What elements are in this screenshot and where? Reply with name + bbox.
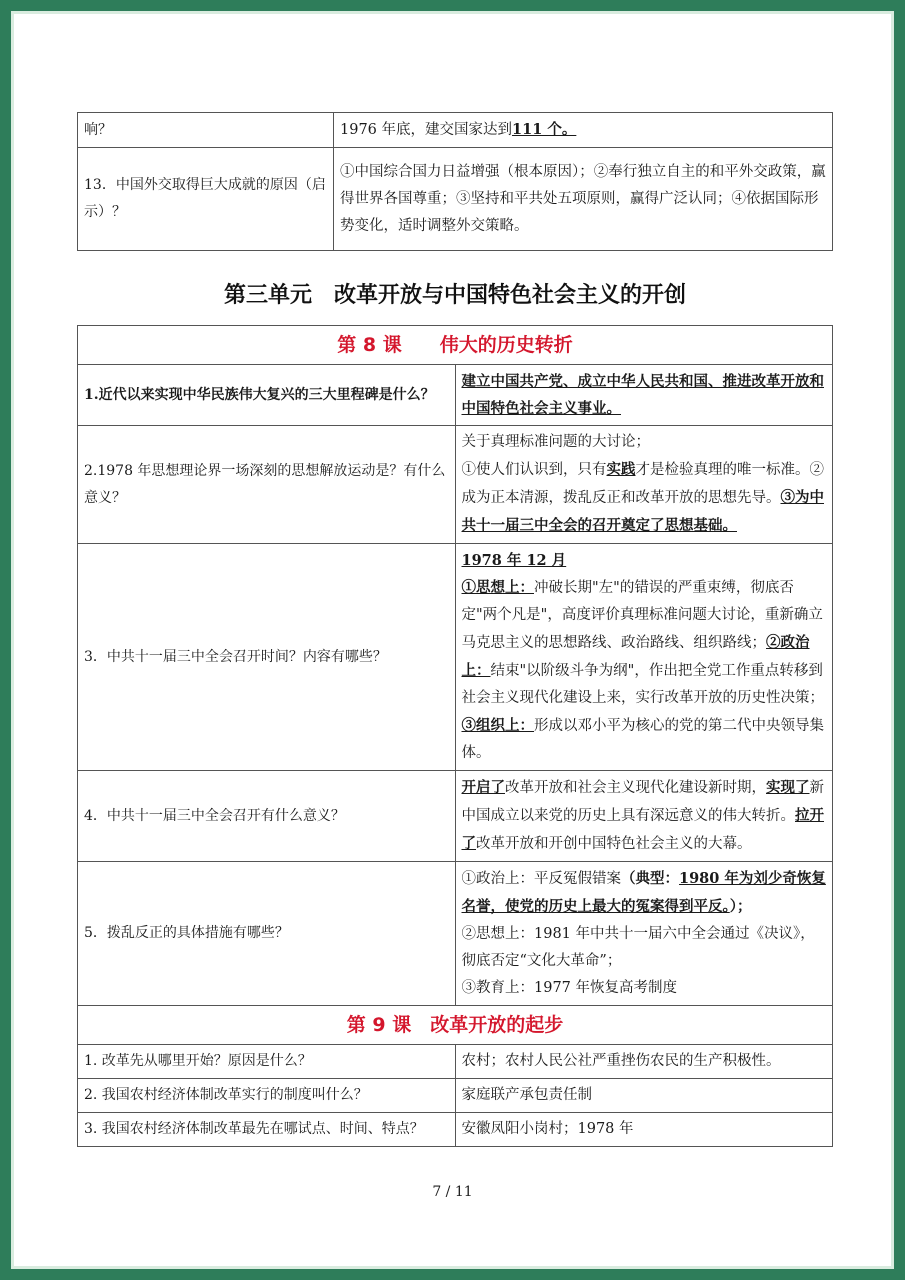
- table-row: [78, 113, 833, 148]
- answer-line: [462, 456, 827, 540]
- table-row: [78, 148, 833, 251]
- answer-cell: [455, 544, 833, 771]
- table-row: [78, 862, 833, 1006]
- question-cell: 4．中共十一届三中全会召开有什么意义？: [78, 771, 456, 862]
- question-cell: 3．中共十一届三中全会召开时间？内容有哪些？: [78, 544, 456, 771]
- answer-cell: 建立中国共产党、成立中华人民共和国、推进改革开放和中国特色社会主义事业。: [455, 365, 833, 426]
- answer-key-text: 实践: [606, 461, 636, 478]
- answer-text: ①使人们认识到，只有: [461, 462, 607, 478]
- question-cell: 2.1978 年思想理论界一场深刻的思想解放运动是？有什么意义？: [78, 426, 456, 544]
- question-cell: 2. 我国农村经济体制改革实行的制度叫什么？: [78, 1079, 456, 1113]
- answer-key-text: 拉开了: [461, 807, 824, 852]
- answer-line: [462, 574, 827, 712]
- answer-cell: 家庭联产承包责任制: [455, 1079, 833, 1113]
- lesson-header-row: [78, 326, 833, 365]
- question-cell: 响？: [78, 113, 334, 148]
- answer-key-text: ③为中共十一届三中全会的召开奠定了思想基础。: [461, 489, 824, 534]
- answer-cell: [334, 113, 833, 148]
- answer-text: 形成以邓小平为核心的党的第二代中央领导集体。: [461, 718, 824, 761]
- frame-inner: [11, 11, 894, 1269]
- answer-text: 1976 年底，建交国家达到: [340, 122, 513, 138]
- answer-text: 冲破长期"左"的错误的严重束缚，彻底否定"两个凡是"，高度评价真理标准问题大讨论，重新确立马克思主义的思想路线、政治路线、组织路线；: [461, 580, 823, 651]
- table-row: [78, 1079, 833, 1113]
- table-row: [78, 544, 833, 771]
- content: [77, 112, 833, 1147]
- answer-key-text: 111 个。: [512, 121, 577, 138]
- table-row: [78, 1113, 833, 1147]
- answer-cell: [455, 426, 833, 544]
- page-number: 7 / 11: [432, 1184, 473, 1200]
- question-cell: 1. 改革先从哪里开始？原因是什么？: [78, 1045, 456, 1079]
- answer-key-text: 开启了: [461, 779, 505, 796]
- answer-text: 改革开放和开创中国特色社会主义的大幕。: [476, 836, 752, 852]
- table-row: [78, 426, 833, 544]
- unit-title: 第三单元 改革开放与中国特色社会主义的开创: [223, 283, 686, 308]
- answer-key-text: ②政治上：: [461, 634, 810, 679]
- answer-line: ②思想上：1981 年中共十一届六中全会通过《决议》，彻底否定“文化大革命”；: [461, 926, 815, 969]
- answer-line: ③教育上：1977 年恢复高考制度: [461, 980, 678, 996]
- question-cell: 1.近代以来实现中华民族伟大复兴的三大里程碑是什么？: [78, 365, 456, 426]
- answer-cell: [455, 771, 833, 862]
- answer-key-text: 1980 年为刘少奇恢复名誉，使党的历史上最大的冤案得到平反。: [461, 870, 826, 915]
- answer-line: [462, 865, 827, 921]
- answer-line: [462, 712, 827, 767]
- table-lesson-8: [77, 325, 833, 1147]
- table-row: [78, 365, 833, 426]
- question-cell: 5．拨乱反正的具体措施有哪些？: [78, 862, 456, 1006]
- lesson-title: 第 8 课 伟大的历史转折: [78, 326, 833, 365]
- question-cell: 3. 我国农村经济体制改革最先在哪试点、时间、特点？: [78, 1113, 456, 1147]
- answer-date: 1978 年 12 月: [461, 552, 567, 569]
- answer-key-text: （典型：: [621, 870, 679, 887]
- question-cell: 13．中国外交取得巨大成就的原因（启示）？: [78, 148, 334, 251]
- answer-line: 关于真理标准问题的大讨论；: [461, 434, 650, 450]
- lesson-title: 第 9 课 改革开放的起步: [78, 1006, 833, 1045]
- answer-key-text: 实现了: [766, 779, 810, 796]
- answer-text: 改革开放和社会主义现代化建设新时期，: [505, 780, 766, 796]
- answer-text: 新中国成立以来党的历史上具有深远意义的伟大转折。: [461, 780, 824, 824]
- lesson-header-row: [78, 1006, 833, 1045]
- answer-key-text: ①思想上：: [461, 579, 534, 596]
- answer-key-text: ）；: [729, 898, 752, 915]
- table-foreign-affairs: [77, 112, 833, 251]
- document-page: [14, 14, 891, 1266]
- answer-text: ①政治上：平反冤假错案: [461, 871, 621, 887]
- table-row: [78, 1045, 833, 1079]
- answer-cell: 安徽凤阳小岗村；1978 年: [455, 1113, 833, 1147]
- table-row: [78, 771, 833, 862]
- answer-cell: [455, 862, 833, 1006]
- answer-cell: 农村；农村人民公社严重挫伤农民的生产积极性。: [455, 1045, 833, 1079]
- answer-text: 才是检验真理的唯一标准。②成为正本清源，拨乱反正和改革开放的思想先导。: [461, 462, 824, 506]
- answer-key-text: ③组织上：: [461, 717, 534, 734]
- answer-text: 结束"以阶级斗争为纲"，作出把全党工作重点转移到社会主义现代化建设上来，实行改革开放的历史性决策；: [461, 663, 824, 706]
- answer-cell: ①中国综合国力日益增强（根本原因）；②奉行独立自主的和平外交政策，赢得世界各国尊重；③坚持和平共处五项原则，赢得广泛认同；④依据国际形势变化，适时调整外交策略。: [334, 148, 833, 251]
